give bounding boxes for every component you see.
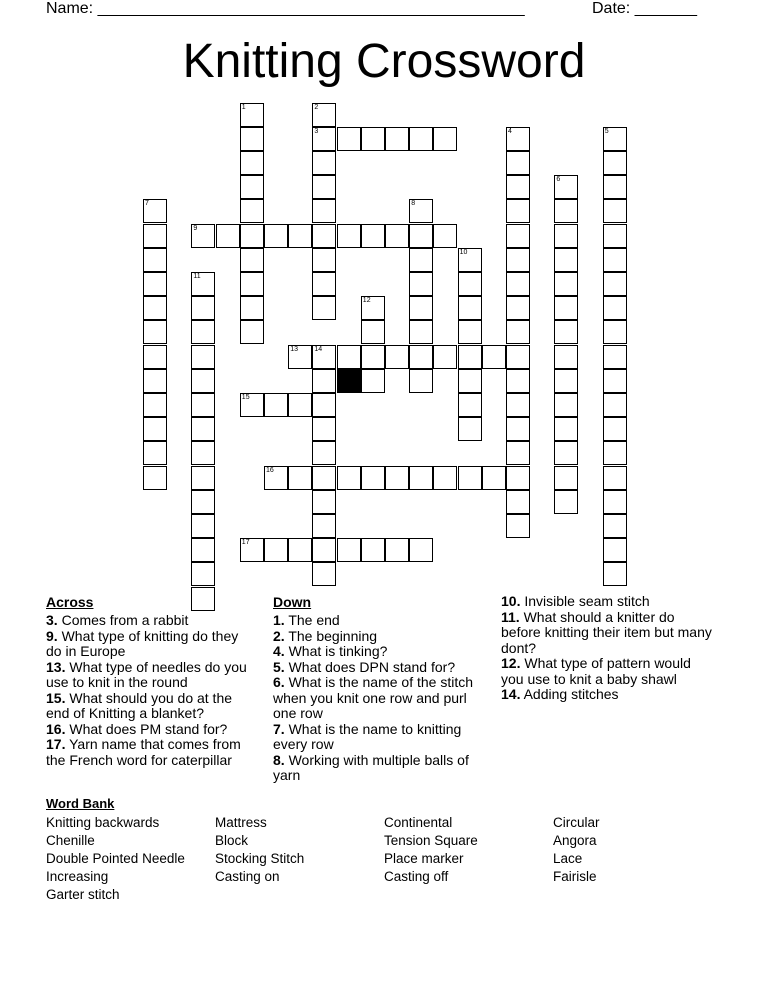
clue xyxy=(273,753,478,784)
grid-cell[interactable] xyxy=(240,393,264,417)
page-title: Knitting Crossword xyxy=(182,35,586,88)
grid-cell[interactable] xyxy=(312,538,336,562)
grid-cell[interactable] xyxy=(143,199,167,223)
grid-cell[interactable] xyxy=(458,369,482,393)
clue-text: What should you do at the end of Knitting a blanket? xyxy=(46,689,233,721)
clue xyxy=(501,594,716,610)
clue-text: Invisible seam stitch xyxy=(520,593,650,609)
grid-cell[interactable] xyxy=(603,393,627,417)
grid-cell[interactable] xyxy=(385,127,409,151)
grid-cell[interactable] xyxy=(264,538,288,562)
grid-cell[interactable] xyxy=(312,199,336,223)
clue-number: 6. xyxy=(273,674,285,690)
grid-cell[interactable] xyxy=(409,466,433,490)
clue-number: 10 xyxy=(459,248,468,256)
grid-cell[interactable] xyxy=(603,296,627,320)
grid-cell[interactable] xyxy=(312,490,336,514)
grid-cell[interactable] xyxy=(288,466,312,490)
grid-cell[interactable] xyxy=(506,466,530,490)
grid-cell[interactable] xyxy=(385,538,409,562)
clue-number: 12 xyxy=(362,297,371,305)
grid-cell[interactable] xyxy=(458,272,482,296)
clue-number: 15 xyxy=(241,394,250,401)
grid-cell[interactable] xyxy=(191,272,215,296)
grid-cell[interactable] xyxy=(603,514,627,538)
grid-cell[interactable] xyxy=(409,538,433,562)
clue xyxy=(46,691,256,722)
clue-text: What does DPN stand for? xyxy=(284,658,456,675)
word-bank-item: Fairisle xyxy=(553,869,597,884)
grid-cell[interactable] xyxy=(554,466,578,490)
clue-text: What type of needles do you use to knit in the round xyxy=(46,658,247,690)
grid-cell[interactable] xyxy=(191,441,215,465)
grid-cell[interactable] xyxy=(506,175,530,199)
down-clues-continued xyxy=(501,594,716,703)
clue xyxy=(46,629,256,660)
grid-cell[interactable] xyxy=(409,272,433,296)
grid-cell[interactable] xyxy=(143,441,167,465)
word-bank-item: Casting off xyxy=(384,869,449,884)
grid-cell[interactable] xyxy=(143,320,167,344)
grid-cell[interactable] xyxy=(603,345,627,369)
grid-cell[interactable] xyxy=(191,417,215,441)
word-bank-item: Knitting backwards xyxy=(46,815,160,830)
grid-cell[interactable] xyxy=(409,127,433,151)
grid-cell[interactable] xyxy=(191,320,215,344)
word-bank-item: Casting on xyxy=(215,869,280,884)
word-bank-item: Continental xyxy=(384,815,453,830)
grid-cell[interactable] xyxy=(506,320,530,344)
clue-number: 7 xyxy=(145,200,149,208)
grid-cell[interactable] xyxy=(312,345,336,369)
grid-cell[interactable] xyxy=(191,538,215,562)
grid-cell[interactable] xyxy=(143,466,167,490)
word-bank-item: Stocking Stitch xyxy=(215,851,305,866)
clue xyxy=(46,613,256,629)
clue-number: 7. xyxy=(273,720,285,737)
word-bank-item: Double Pointed Needle xyxy=(46,851,185,866)
clue-text: What is the name of the stitch when you knit one row and purl one row xyxy=(273,674,473,721)
grid-cell[interactable] xyxy=(385,466,409,490)
clue-number: 14. xyxy=(501,686,521,702)
grid-cell[interactable] xyxy=(191,369,215,393)
grid-cell[interactable] xyxy=(409,248,433,272)
grid-cell[interactable] xyxy=(361,127,385,151)
grid-cell[interactable] xyxy=(240,175,264,199)
grid-cell[interactable] xyxy=(288,345,312,369)
across-clues xyxy=(46,594,256,768)
grid-cell[interactable] xyxy=(603,224,627,248)
grid-cell[interactable] xyxy=(361,296,385,320)
grid-cell[interactable] xyxy=(312,248,336,272)
grid-cell[interactable] xyxy=(506,393,530,417)
grid-cell[interactable] xyxy=(143,345,167,369)
word-bank-heading: Word Bank xyxy=(46,796,115,811)
clue-number: 14 xyxy=(314,345,323,353)
grid-cell[interactable] xyxy=(312,441,336,465)
grid-cell[interactable] xyxy=(312,175,336,199)
grid-cell[interactable] xyxy=(143,296,167,320)
grid-cell[interactable] xyxy=(554,369,578,393)
name-field[interactable]: Name: ________________________________________________ xyxy=(46,0,525,17)
grid-cell[interactable] xyxy=(191,224,215,248)
grid-cell[interactable] xyxy=(337,538,361,562)
grid-cell[interactable] xyxy=(385,345,409,369)
grid-cell[interactable] xyxy=(240,248,264,272)
grid-cell[interactable] xyxy=(506,199,530,223)
grid-cell[interactable] xyxy=(554,272,578,296)
clue xyxy=(501,656,716,687)
clue-number: 8 xyxy=(411,200,416,208)
clue-number: 16. xyxy=(46,720,66,737)
grid-cell[interactable] xyxy=(312,127,336,151)
grid-cell[interactable] xyxy=(191,296,215,320)
grid-cell[interactable] xyxy=(409,199,433,223)
grid-cell[interactable] xyxy=(603,320,627,344)
clue-number: 3 xyxy=(314,127,319,135)
grid-cell[interactable] xyxy=(506,345,530,369)
word-bank-column xyxy=(215,814,304,886)
grid-cell[interactable] xyxy=(143,272,167,296)
word-bank-item: Mattress xyxy=(215,815,267,830)
grid-cell[interactable] xyxy=(337,345,361,369)
grid-cell[interactable] xyxy=(458,393,482,417)
grid-cell[interactable] xyxy=(143,369,167,393)
grid-cell[interactable] xyxy=(264,224,288,248)
word-bank-column xyxy=(384,814,478,886)
grid-cell[interactable] xyxy=(554,175,578,199)
grid-cell[interactable] xyxy=(603,562,627,586)
grid-cell[interactable] xyxy=(458,417,482,441)
clue-number: 13. xyxy=(46,658,66,675)
word-bank-item: Lace xyxy=(553,851,583,866)
down-clues xyxy=(273,594,478,784)
clue xyxy=(501,610,716,657)
grid-cell[interactable] xyxy=(433,345,457,369)
grid-cell[interactable] xyxy=(337,466,361,490)
grid-cell[interactable] xyxy=(458,248,482,272)
clue-text: Comes from a rabbit xyxy=(57,612,189,628)
word-bank-column xyxy=(46,814,185,904)
grid-cell[interactable] xyxy=(288,224,312,248)
clue-number: 12. xyxy=(501,655,521,671)
grid-cell[interactable] xyxy=(482,345,506,369)
grid-cell[interactable] xyxy=(312,562,336,586)
clue xyxy=(273,644,478,660)
across-heading: Across xyxy=(46,594,94,610)
word-bank-item: Increasing xyxy=(46,869,109,884)
grid-cell[interactable] xyxy=(506,127,530,151)
grid-cell[interactable] xyxy=(554,490,578,514)
grid-cell[interactable] xyxy=(506,490,530,514)
clue xyxy=(273,660,478,676)
grid-cell[interactable] xyxy=(240,272,264,296)
grid-cell[interactable] xyxy=(409,224,433,248)
grid-cell[interactable] xyxy=(603,248,627,272)
grid-cell[interactable] xyxy=(361,224,385,248)
clue xyxy=(273,613,478,629)
clue-number: 8. xyxy=(273,751,285,768)
grid-cell[interactable] xyxy=(409,345,433,369)
clue-number: 13 xyxy=(290,345,298,353)
grid-cell[interactable] xyxy=(603,417,627,441)
grid-cell[interactable] xyxy=(288,393,312,417)
grid-cell[interactable] xyxy=(312,296,336,320)
grid-cell[interactable] xyxy=(264,393,288,417)
grid-cell[interactable] xyxy=(603,127,627,151)
grid-cell[interactable] xyxy=(458,320,482,344)
clue-number: 1 xyxy=(241,103,246,111)
clue-text: The end xyxy=(284,612,340,628)
grid-cell[interactable] xyxy=(506,272,530,296)
grid-cell[interactable] xyxy=(312,151,336,175)
grid-cell[interactable] xyxy=(506,151,530,175)
clue-number: 17 xyxy=(241,539,250,547)
grid-cell[interactable] xyxy=(240,199,264,223)
clue-text: What is the name to knitting every row xyxy=(273,720,462,752)
clue-number: 6 xyxy=(556,176,561,184)
clue-number: 11. xyxy=(501,608,520,625)
clue-number: 5. xyxy=(273,658,285,675)
clue xyxy=(501,687,716,703)
clue-text: Yarn name that comes from the French word for caterpillar xyxy=(46,736,241,768)
word-bank-item: Chenille xyxy=(46,833,95,848)
grid-cell[interactable] xyxy=(143,248,167,272)
word-bank-item: Garter stitch xyxy=(46,887,120,902)
grid-cell[interactable] xyxy=(554,320,578,344)
grid-cell[interactable] xyxy=(603,175,627,199)
grid-cell[interactable] xyxy=(458,466,482,490)
clue-number: 11 xyxy=(193,273,201,280)
clue-number: 10. xyxy=(501,593,521,609)
clue-number: 4 xyxy=(508,127,512,135)
grid-cell[interactable] xyxy=(361,466,385,490)
grid-cell[interactable] xyxy=(506,441,530,465)
grid-cell[interactable] xyxy=(603,272,627,296)
grid-cell[interactable] xyxy=(603,441,627,465)
clue xyxy=(273,722,478,753)
clue-text: What type of pattern would you use to knit a baby shawl xyxy=(501,655,691,687)
clue-number: 15. xyxy=(46,689,66,706)
grid-cell[interactable] xyxy=(191,466,215,490)
grid-cell[interactable] xyxy=(458,345,482,369)
word-bank-item: Angora xyxy=(553,833,597,848)
grid-cell[interactable] xyxy=(191,490,215,514)
clue xyxy=(46,737,256,768)
grid-cell[interactable] xyxy=(361,538,385,562)
grid-cell[interactable] xyxy=(361,320,385,344)
grid-cell[interactable] xyxy=(603,466,627,490)
clue-number: 4. xyxy=(273,643,285,659)
grid-cell[interactable] xyxy=(312,103,336,127)
grid-cell[interactable] xyxy=(506,417,530,441)
grid-cell[interactable] xyxy=(506,248,530,272)
grid-cell[interactable] xyxy=(433,466,457,490)
word-bank-item: Block xyxy=(215,833,249,848)
clue-text: What is tinking? xyxy=(284,643,388,659)
grid-cell[interactable] xyxy=(191,562,215,586)
grid-cell[interactable] xyxy=(506,224,530,248)
grid-cell[interactable] xyxy=(143,417,167,441)
clue-number: 1. xyxy=(273,612,285,628)
clue-text: What should a knitter do before knitting their item but many dont? xyxy=(501,608,712,656)
grid-cell[interactable] xyxy=(554,393,578,417)
grid-cell[interactable] xyxy=(603,151,627,175)
clue xyxy=(273,629,478,645)
grid-cell[interactable] xyxy=(554,248,578,272)
grid-cell[interactable] xyxy=(312,272,336,296)
grid-cell[interactable] xyxy=(458,296,482,320)
blocked-cell xyxy=(337,369,361,393)
grid-cell[interactable] xyxy=(433,127,457,151)
grid-cell[interactable] xyxy=(554,224,578,248)
grid-cell[interactable] xyxy=(143,393,167,417)
grid-cell[interactable] xyxy=(312,393,336,417)
grid-cell[interactable] xyxy=(312,417,336,441)
grid-cell[interactable] xyxy=(433,224,457,248)
grid-cell[interactable] xyxy=(361,345,385,369)
grid-cell[interactable] xyxy=(554,441,578,465)
grid-cell[interactable] xyxy=(506,369,530,393)
clue-number: 17. xyxy=(46,736,66,752)
clue xyxy=(46,722,256,738)
grid-cell[interactable] xyxy=(240,103,264,127)
grid-cell[interactable] xyxy=(385,224,409,248)
grid-cell[interactable] xyxy=(216,224,240,248)
word-bank-item: Place marker xyxy=(384,851,464,866)
grid-cell[interactable] xyxy=(361,369,385,393)
grid-cell[interactable] xyxy=(240,127,264,151)
grid-cell[interactable] xyxy=(506,514,530,538)
grid-cell[interactable] xyxy=(603,538,627,562)
grid-cell[interactable] xyxy=(240,296,264,320)
grid-cell[interactable] xyxy=(191,514,215,538)
clue-text: The beginning xyxy=(284,627,378,644)
clue-number: 9. xyxy=(46,627,58,644)
grid-cell[interactable] xyxy=(312,224,336,248)
grid-cell[interactable] xyxy=(143,224,167,248)
clue-number: 16 xyxy=(266,466,274,474)
clue-number: 5 xyxy=(604,127,609,135)
grid-cell[interactable] xyxy=(240,224,264,248)
grid-cell[interactable] xyxy=(409,296,433,320)
clue-text: What does PM stand for? xyxy=(65,720,228,737)
grid-cell[interactable] xyxy=(554,296,578,320)
grid-cell[interactable] xyxy=(554,417,578,441)
down-heading: Down xyxy=(273,594,312,610)
word-bank-item: Tension Square xyxy=(384,833,478,848)
grid-cell[interactable] xyxy=(409,320,433,344)
grid-cell[interactable] xyxy=(554,345,578,369)
grid-cell[interactable] xyxy=(506,296,530,320)
grid-cell[interactable] xyxy=(240,320,264,344)
grid-cell[interactable] xyxy=(337,224,361,248)
date-field[interactable]: Date: _______ xyxy=(592,0,697,17)
word-bank-item: Circular xyxy=(553,815,600,830)
grid-cell[interactable] xyxy=(312,514,336,538)
grid-cell[interactable] xyxy=(264,466,288,490)
grid-cell[interactable] xyxy=(191,345,215,369)
grid-cell[interactable] xyxy=(240,151,264,175)
clue xyxy=(273,675,478,722)
grid-cell[interactable] xyxy=(312,369,336,393)
grid-cell[interactable] xyxy=(554,199,578,223)
grid-cell[interactable] xyxy=(288,538,312,562)
clue-text: What type of knitting do they do in Europe xyxy=(46,627,239,659)
grid-cell[interactable] xyxy=(191,393,215,417)
grid-cell[interactable] xyxy=(482,466,506,490)
grid-cell[interactable] xyxy=(337,127,361,151)
clue-number: 2. xyxy=(273,627,285,644)
grid-cell[interactable] xyxy=(409,369,433,393)
clue-text: Adding stitches xyxy=(520,686,619,702)
word-bank-column xyxy=(553,814,600,886)
clue-number: 3. xyxy=(46,612,58,628)
grid-cell[interactable] xyxy=(603,369,627,393)
clue-number: 9 xyxy=(193,224,198,232)
clue-number: 2 xyxy=(314,103,319,111)
grid-cell[interactable] xyxy=(240,538,264,562)
clue-text: Working with multiple balls of yarn xyxy=(273,751,469,783)
grid-cell[interactable] xyxy=(603,490,627,514)
grid-cell[interactable] xyxy=(603,199,627,223)
clue xyxy=(46,660,256,691)
grid-cell[interactable] xyxy=(312,466,336,490)
